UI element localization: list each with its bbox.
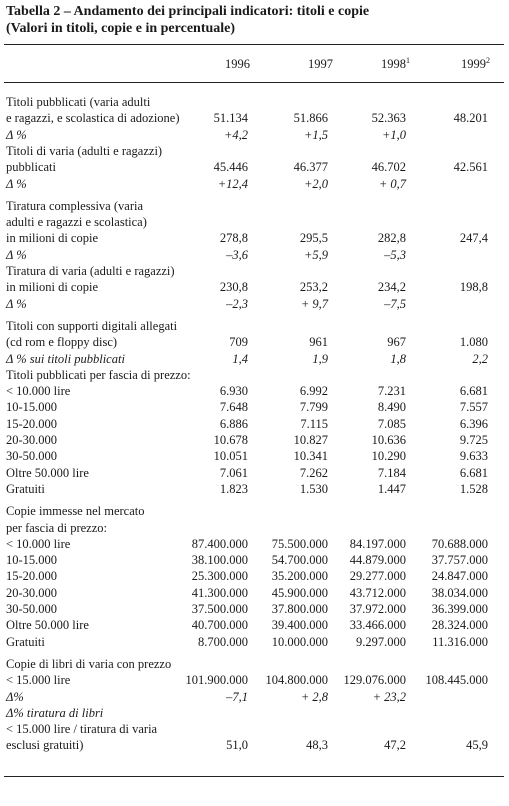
cell-1996: 87.400.000	[191, 536, 248, 551]
cell-1998: –7,5	[384, 296, 406, 311]
table-row	[0, 481, 509, 497]
cell-1996: +12,4	[217, 176, 248, 191]
row-label: Δ %	[6, 127, 27, 142]
cell-1997: 39.400.000	[271, 618, 328, 633]
cell-1999: 247,4	[459, 231, 488, 246]
table-row	[0, 351, 509, 367]
cell-1998: 52.363	[371, 111, 406, 126]
cell-1997: 7.115	[300, 416, 328, 431]
table-row	[0, 705, 509, 721]
cell-1996: 25.300.000	[191, 569, 248, 584]
row-label: Gratuiti	[6, 481, 45, 496]
cell-1996: –7,1	[226, 689, 248, 704]
cell-1999: 1.528	[459, 481, 488, 496]
cell-1996: 230,8	[219, 280, 248, 295]
cell-1998: 10.290	[371, 449, 406, 464]
cell-1996: 6.886	[219, 416, 248, 431]
cell-1999: 9.725	[459, 433, 488, 447]
cell-1998: 9.297.000	[356, 634, 406, 649]
row-label: Copie immesse nel mercato	[6, 504, 145, 519]
table-row	[0, 689, 509, 705]
table-row	[0, 198, 509, 214]
cell-1996: 38.100.000	[191, 553, 248, 568]
table-row	[0, 617, 509, 633]
row-label: in milioni di copie	[6, 280, 99, 295]
row-label: Titoli pubblicati (varia adulti	[6, 95, 151, 109]
cell-1996: 278,8	[219, 231, 248, 246]
cell-1998: 84.197.000	[349, 536, 406, 551]
table-row	[0, 672, 509, 688]
table-row	[0, 143, 509, 159]
row-label: e ragazzi, e scolastica di adozione)	[6, 111, 180, 126]
cell-1998: 33.466.000	[349, 618, 406, 633]
cell-1996: 51.134	[213, 111, 248, 126]
cell-1997: 54.700.000	[271, 553, 328, 568]
table-row	[0, 737, 509, 753]
cell-1998: 1.447	[377, 481, 406, 496]
row-label: Δ% tiratura di libri	[6, 705, 104, 720]
row-label: Δ %	[6, 247, 27, 262]
row-label: < 15.000 lire	[6, 673, 71, 688]
row-label: Δ%	[6, 689, 24, 704]
cell-1996: +4,2	[223, 127, 248, 142]
cell-1999: 36.399.000	[431, 602, 488, 616]
cell-1999: 2,2	[472, 351, 488, 366]
cell-1996: 51,0	[226, 738, 248, 753]
table-row	[0, 334, 509, 350]
cell-1998: 234,2	[377, 280, 406, 295]
cell-1998: 47,2	[384, 738, 406, 753]
table-title-line-2: (Valori in titoli, copie e in percentuale)	[6, 21, 236, 36]
row-label: per fascia di prezzo:	[6, 520, 107, 535]
cell-1998: 29.277.000	[349, 569, 406, 584]
table-row	[0, 94, 509, 110]
row-label: Tiratura complessiva (varia	[6, 198, 143, 213]
column-header-1996: 1996	[225, 57, 250, 72]
cell-1996: 41.300.000	[191, 585, 248, 600]
table-title-line-1: Tabella 2 – Andamento dei principali indicatori: titoli e copie	[6, 4, 370, 19]
table-row	[0, 432, 509, 448]
cell-1997: 6.992	[299, 384, 328, 399]
table-row	[0, 318, 509, 334]
row-label: Δ % sui titoli pubblicati	[6, 351, 125, 366]
bottom-rule	[4, 776, 504, 777]
cell-1997: + 2,8	[300, 689, 328, 704]
row-label: Titoli di varia (adulti e ragazzi)	[6, 143, 163, 158]
cell-1997: 48,3	[306, 738, 328, 753]
cell-1996: 709	[229, 335, 248, 350]
cell-1996: –3,6	[226, 247, 248, 262]
cell-1996: 1.823	[219, 481, 248, 496]
cell-1997: 10.000.000	[271, 634, 328, 649]
cell-1998: 44.879.000	[349, 553, 406, 568]
row-label: Oltre 50.000 lire	[6, 618, 89, 633]
table-row	[0, 279, 509, 295]
row-label: 30-50.000	[6, 602, 58, 616]
cell-1998: 10.636	[371, 433, 406, 447]
row-label: in milioni di copie	[6, 231, 99, 246]
row-label: Δ %	[6, 176, 27, 191]
table-row	[0, 367, 509, 383]
cell-1999: 6.681	[459, 465, 488, 480]
cell-1999: 45,9	[466, 738, 488, 753]
row-label: Titoli pubblicati per fascia di prezzo:	[6, 367, 191, 382]
cell-1997: 10.341	[293, 449, 328, 464]
cell-1996: 101.900.000	[185, 673, 248, 688]
cell-1999: 198,8	[459, 280, 488, 295]
cell-1996: 7.648	[219, 400, 248, 415]
row-label: Tiratura di varia (adulti e ragazzi)	[6, 264, 175, 278]
table-row	[0, 176, 509, 192]
cell-1996: –2,3	[226, 296, 248, 311]
cell-1997: 10.827	[293, 433, 328, 447]
table-row	[0, 159, 509, 175]
cell-1997: 7.799	[299, 400, 328, 415]
cell-1998: 8.490	[377, 400, 406, 415]
table-row	[0, 448, 509, 464]
table-row	[0, 520, 509, 536]
cell-1997: 45.900.000	[271, 585, 328, 600]
cell-1998: 43.712.000	[349, 585, 406, 600]
row-label: pubblicati	[6, 160, 56, 175]
row-label: 15-20.000	[6, 569, 58, 584]
table-row	[0, 465, 509, 481]
row-label: Titoli con supporti digitali allegati	[6, 318, 178, 333]
row-label: 30-50.000	[6, 449, 58, 464]
cell-1999: 9.633	[459, 449, 488, 464]
row-label: 15-20.000	[6, 416, 58, 431]
row-label: 20-30.000	[6, 585, 58, 600]
cell-1997: 253,2	[299, 280, 328, 295]
cell-1999: 108.445.000	[425, 673, 488, 688]
cell-1999: 24.847.000	[431, 569, 488, 584]
cell-1996: 8.700.000	[198, 634, 248, 649]
cell-1998: 7.085	[377, 416, 406, 431]
cell-1998: +1,0	[381, 127, 406, 142]
cell-1999: 6.681	[459, 384, 488, 399]
cell-1998: 37.972.000	[349, 602, 406, 616]
cell-1999: 6.396	[459, 416, 488, 431]
row-label: Δ %	[6, 296, 27, 311]
table-row	[0, 634, 509, 650]
cell-1999: 38.034.000	[431, 585, 488, 600]
table-row	[0, 721, 509, 737]
cell-1997: +1,5	[303, 127, 328, 142]
cell-1997: 7.262	[299, 465, 328, 480]
cell-1998: –5,3	[384, 247, 406, 262]
table-row	[0, 536, 509, 552]
cell-1997: 961	[309, 335, 328, 350]
row-label: Copie di libri di varia con prezzo	[6, 656, 172, 671]
table-row	[0, 656, 509, 672]
cell-1996: 37.500.000	[191, 602, 248, 616]
cell-1997: 104.800.000	[265, 673, 328, 688]
cell-1998: 129.076.000	[343, 673, 406, 688]
cell-1999: 7.557	[459, 400, 488, 415]
row-label: 10-15.000	[6, 553, 58, 568]
row-label: 20-30.000	[6, 433, 58, 447]
cell-1998: 7.184	[377, 465, 406, 480]
table-row	[0, 383, 509, 399]
cell-1997: 75.500.000	[271, 536, 328, 551]
column-header-1997: 1997	[308, 57, 333, 72]
cell-1997: 1,9	[312, 351, 328, 366]
cell-1998: 7.231	[377, 384, 406, 399]
cell-1996: 45.446	[213, 160, 248, 175]
table-row	[0, 552, 509, 568]
cell-1999: 1.080	[459, 335, 488, 350]
cell-1996: 10.051	[213, 449, 248, 464]
table-row	[0, 127, 509, 143]
table-row	[0, 601, 509, 617]
cell-1997: 295,5	[299, 231, 328, 246]
cell-1997: +2,0	[303, 176, 328, 191]
cell-1999: 42.561	[453, 160, 488, 175]
table-row	[0, 230, 509, 246]
cell-1997: + 9,7	[300, 296, 328, 311]
cell-1998: + 0,7	[378, 176, 406, 191]
row-label: (cd rom e floppy disc)	[6, 335, 118, 350]
row-label: < 15.000 lire / tiratura di varia	[6, 722, 158, 737]
cell-1999: 70.688.000	[431, 536, 488, 551]
cell-1999: 48.201	[453, 111, 488, 126]
table-row	[0, 214, 509, 230]
cell-1998: + 23,2	[372, 689, 406, 704]
cell-1997: 51.866	[293, 111, 328, 126]
cell-1997: 1.530	[299, 481, 328, 496]
table-row	[0, 247, 509, 263]
table-row	[0, 296, 509, 312]
table-row	[0, 416, 509, 432]
table-row	[0, 110, 509, 126]
row-label: Oltre 50.000 lire	[6, 465, 89, 480]
cell-1998: 1,8	[390, 351, 406, 366]
table-row	[0, 585, 509, 601]
table-row	[0, 568, 509, 584]
table-row	[0, 503, 509, 519]
row-label: adulti e ragazzi e scolastica)	[6, 215, 147, 230]
table-row	[0, 263, 509, 279]
cell-1996: 6.930	[219, 384, 248, 399]
cell-1996: 10.678	[213, 433, 248, 447]
cell-1996: 7.061	[219, 465, 248, 480]
cell-1996: 40.700.000	[191, 618, 248, 633]
column-header-1999: 1999$^2$	[461, 56, 490, 72]
cell-1997: 35.200.000	[271, 569, 328, 584]
cell-1997: +5,9	[303, 247, 328, 262]
cell-1997: 46.377	[293, 160, 328, 175]
row-label: 10-15.000	[6, 400, 58, 415]
table-row	[0, 399, 509, 415]
cell-1999: 11.316.000	[432, 634, 488, 649]
column-header-1998: 1998$^1$	[381, 56, 410, 72]
cell-1999: 37.757.000	[431, 553, 488, 568]
cell-1998: 282,8	[377, 231, 406, 246]
row-label: < 10.000 lire	[6, 536, 71, 551]
cell-1998: 46.702	[371, 160, 406, 175]
cell-1996: 1,4	[232, 351, 248, 366]
row-label: Gratuiti	[6, 634, 45, 649]
cell-1998: 967	[387, 335, 406, 350]
row-label: < 10.000 lire	[6, 384, 71, 399]
cell-1997: 37.800.000	[271, 602, 328, 616]
row-label: esclusi gratuiti)	[6, 738, 84, 753]
cell-1999: 28.324.000	[431, 618, 488, 633]
